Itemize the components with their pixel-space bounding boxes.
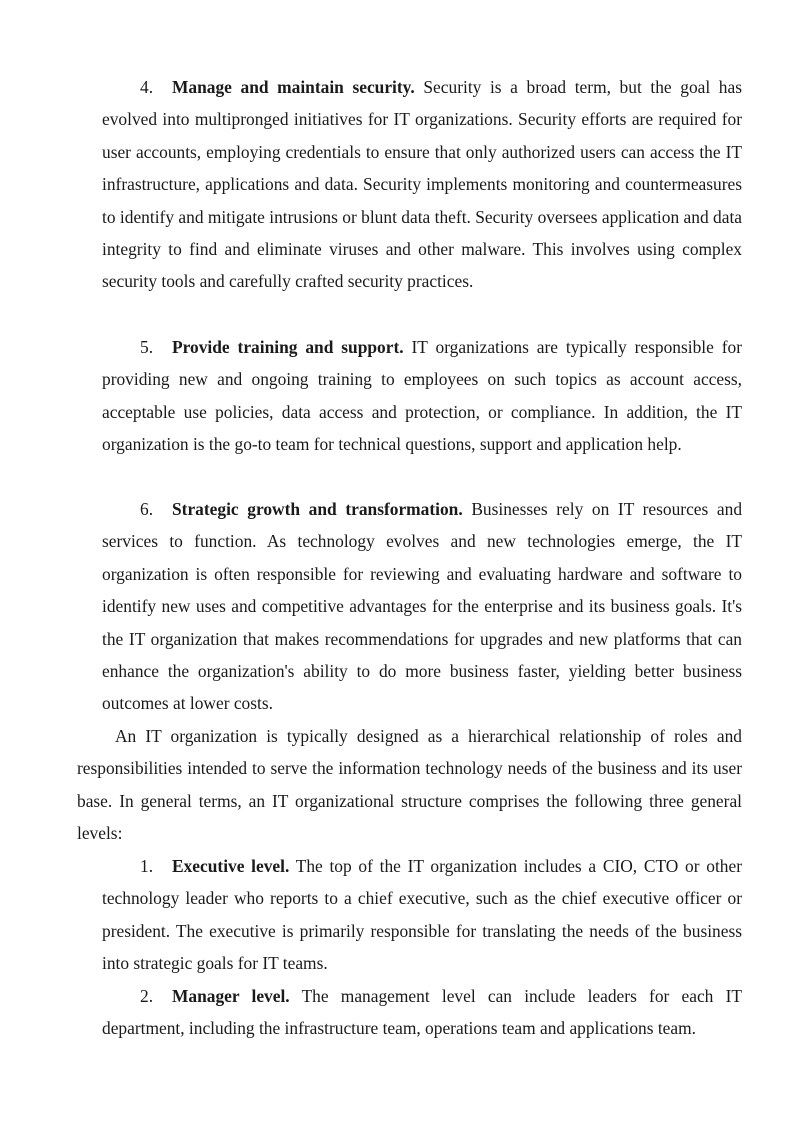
list-number: 5.	[140, 337, 154, 357]
list-heading: Provide training and support.	[172, 337, 404, 357]
list-item-executive-level	[102, 850, 742, 980]
list-heading: Manage and maintain security.	[172, 77, 415, 97]
list-number: 1.	[140, 856, 154, 876]
list-body: Security is a broad term, but the goal has evolved into multipronged initiatives for IT organizations. Security efforts are required for user accounts, employing credentials to ensure that only authorized users can access the IT infrastructure, applications and data. Security implements monitoring and countermeasures to identify and mitigate intrusions or blunt data theft. Security oversees application and data integrity to find and eliminate viruses and other malware. This involves using complex security tools and carefully crafted security practices.	[102, 77, 742, 292]
list-item-training	[102, 331, 742, 461]
list-heading: Executive level.	[172, 856, 290, 876]
list-body: Businesses rely on IT resources and services to function. As technology evolves and new technologies emerge, the IT organization is often responsible for reviewing and evaluating hardware and software to identify new uses and competitive advantages for the enterprise and its business goals. It's the IT organization that makes recommendations for upgrades and new platforms that can enhance the organization's ability to do more business faster, yielding better business outcomes at lower costs.	[102, 499, 743, 714]
list-number: 4.	[140, 77, 154, 97]
list-body: The top of the IT organization includes a CIO, CTO or other technology leader who reports to a chief executive, such as the chief executive officer or president. The executive is primarily responsible for translating the needs of the business into strategic goals for IT teams.	[102, 856, 742, 974]
list-body: The management level can include leaders for each IT department, including the infrastructure team, operations team and applications team.	[102, 986, 742, 1039]
list-item-security	[102, 71, 742, 298]
list-body: IT organizations are typically responsible for providing new and ongoing training to employees on such topics as account access, acceptable use policies, data access and protection, or compliance. In addition, the IT organization is the go-to team for technical questions, support and application help.	[102, 337, 743, 455]
list-number: 6.	[140, 499, 154, 519]
list-number: 2.	[140, 986, 154, 1006]
list-heading: Manager level.	[172, 986, 290, 1006]
list-item-strategic-growth	[102, 493, 742, 720]
body-paragraph: An IT organization is typically designed as a hierarchical relationship of roles and responsibilities intended to serve the information technology needs of the business and its user base. In general terms, an IT organizational structure comprises the following three general levels:	[77, 726, 742, 844]
list-item-manager-level	[102, 980, 742, 1045]
list-heading: Strategic growth and transformation.	[172, 499, 463, 519]
